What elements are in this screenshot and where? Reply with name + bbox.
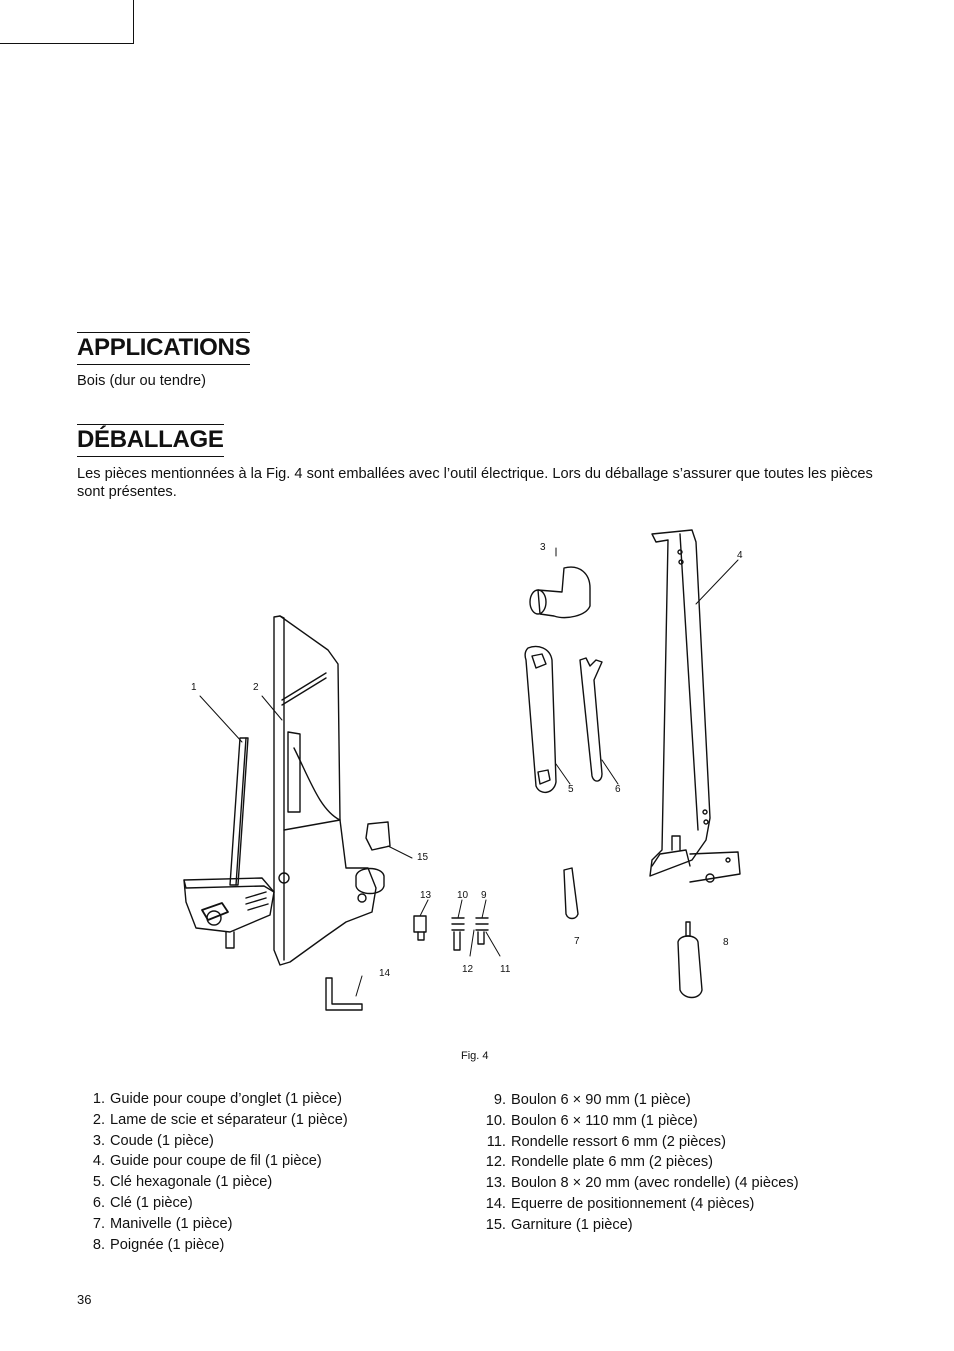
item-label: Garniture (1 pièce): [511, 1216, 633, 1233]
callout-14: 14: [379, 968, 391, 979]
item-label: Guide pour coupe de fil (1 pièce): [110, 1153, 322, 1170]
parts-list-item: [77, 1151, 348, 1172]
item-number: 4.: [92, 1153, 105, 1170]
item-label: Boulon 6 × 110 mm (1 pièce): [511, 1112, 698, 1129]
callout-6: 6: [615, 784, 621, 795]
parts-list-item: [77, 1131, 348, 1152]
item-label: Manivelle (1 pièce): [110, 1215, 233, 1232]
parts-list-item: [77, 1172, 348, 1193]
item-label: Equerre de positionnement (4 pièces): [511, 1195, 755, 1212]
miter-gauge-illustration: [184, 738, 274, 948]
handle-illustration: [678, 922, 702, 998]
item-label: Poignée (1 pièce): [110, 1236, 225, 1253]
callout-12: 12: [462, 964, 474, 975]
callout-15: 15: [417, 852, 429, 863]
item-number: 2.: [92, 1111, 105, 1128]
rip-fence-illustration: [650, 530, 740, 882]
item-label: Coude (1 pièce): [110, 1132, 214, 1149]
crank-illustration: [564, 868, 578, 919]
item-label: Clé hexagonale (1 pièce): [110, 1174, 273, 1191]
callout-5: 5: [568, 784, 574, 795]
callout-11: 11: [500, 964, 511, 975]
page-corner-tab: [0, 0, 134, 44]
item-label: Boulon 6 × 90 mm (1 pièce): [511, 1092, 691, 1108]
parts-list-item: [478, 1215, 799, 1236]
parts-list-item: [478, 1111, 799, 1132]
parts-list-item: [77, 1235, 348, 1256]
parts-list-item: [77, 1193, 348, 1214]
item-number: 9.: [493, 1092, 506, 1108]
item-label: Guide pour coupe d’onglet (1 pièce): [110, 1091, 343, 1107]
item-label: Lame de scie et séparateur (1 pièce): [110, 1111, 348, 1128]
callout-10: 10: [457, 890, 469, 901]
applications-text: Bois (dur ou tendre): [77, 373, 206, 389]
parts-list-item: [478, 1090, 799, 1111]
item-label: Boulon 8 × 20 mm (avec rondelle) (4 pièces): [511, 1175, 799, 1192]
callout-4: 4: [737, 550, 743, 561]
callout-1: 1: [191, 682, 197, 693]
item-number: 11.: [486, 1133, 506, 1150]
parts-list-item: [77, 1110, 348, 1131]
parts-list-left: [77, 1089, 348, 1255]
leader-lines: [200, 548, 738, 996]
callout-9: 9: [481, 890, 487, 901]
parts-list-item: [478, 1152, 799, 1173]
item-number: 14.: [485, 1195, 506, 1212]
hex-wrench-illustration: [525, 647, 556, 793]
callout-7: 7: [574, 936, 580, 947]
applications-heading: APPLICATIONS: [77, 332, 250, 365]
callout-13: 13: [420, 890, 432, 901]
splitter-illustration: [274, 616, 384, 965]
parts-diagram: [150, 520, 790, 1020]
item-number: 5.: [92, 1174, 105, 1191]
parts-list-item: [77, 1089, 348, 1110]
item-label: Rondelle ressort 6 mm (2 pièces): [511, 1133, 726, 1150]
unpacking-heading: DÉBALLAGE: [77, 424, 224, 457]
callout-3: 3: [540, 542, 546, 553]
item-number: 13.: [485, 1175, 506, 1192]
callout-2: 2: [253, 682, 259, 693]
figure-caption: Fig. 4: [461, 1050, 489, 1062]
item-number: 7.: [92, 1215, 105, 1232]
item-number: 15.: [485, 1216, 506, 1233]
item-number: 1.: [92, 1091, 105, 1107]
wrench-illustration: [580, 658, 602, 781]
parts-list-item: [478, 1173, 799, 1194]
item-number: 12.: [485, 1154, 506, 1171]
parts-list-item: [478, 1194, 799, 1215]
item-label: Clé (1 pièce): [110, 1194, 193, 1211]
item-number: 6.: [92, 1194, 105, 1211]
callout-8: 8: [723, 937, 729, 948]
item-number: 10.: [485, 1112, 506, 1129]
item-number: 8.: [92, 1236, 105, 1253]
parts-list-item: [77, 1214, 348, 1235]
bolts-illustration: [414, 916, 488, 950]
item-label: Rondelle plate 6 mm (2 pièces): [511, 1154, 713, 1171]
page-number: 36: [77, 1292, 92, 1307]
parts-list-item: [478, 1132, 799, 1153]
item-number: 3.: [92, 1132, 105, 1149]
unpacking-text: Les pièces mentionnées à la Fig. 4 sont emballées avec l’outil électrique. Lors du déballage s’assurer que toutes les pièces sont présentes.: [77, 466, 873, 500]
gasket-illustration: [366, 822, 390, 850]
elbow-illustration: [530, 567, 590, 617]
parts-list-right: [478, 1090, 799, 1236]
